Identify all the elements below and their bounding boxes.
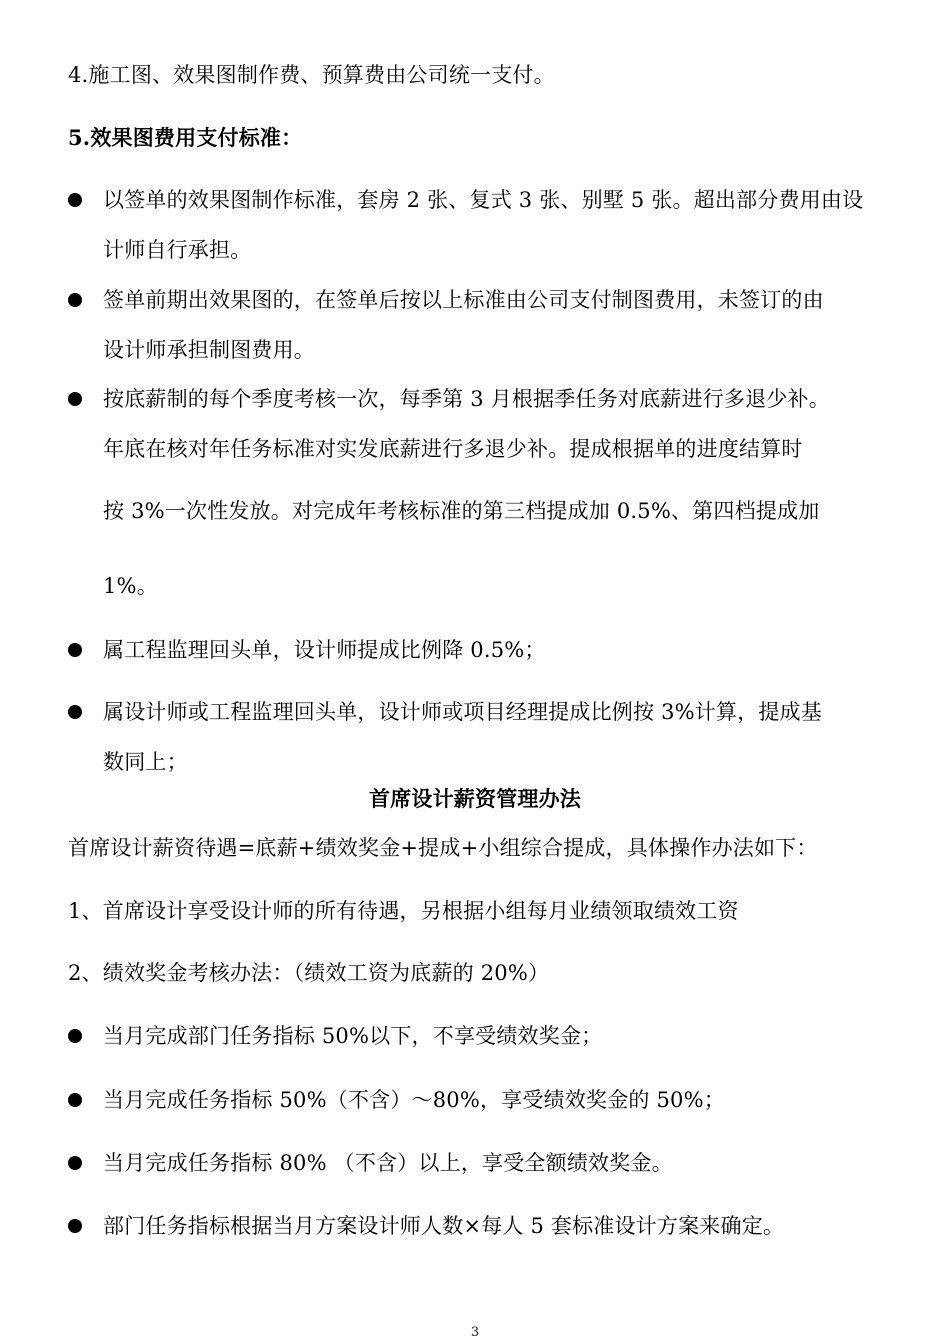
fees-bullet-1-line-1: 以签单的效果图制作标准，套房 2 张、复式 3 张、别墅 5 张。超出部分费用由设 — [103, 188, 864, 212]
chief-bullet-2: 当月完成任务指标 50%（不含）～80%，享受绩效奖金的 50%； — [103, 1088, 725, 1112]
chief-item-2: 2、绩效奖金考核办法：（绩效工资为底薪的 20%） — [68, 961, 550, 985]
bullet-icon — [68, 643, 82, 657]
fees-bullet-5-line-2: 数同上； — [103, 750, 188, 774]
fees-bullet-2-line-2: 设计师承担制图费用。 — [103, 338, 315, 362]
fees-bullet-5-line-1: 属设计师或工程监理回头单，设计师或项目经理提成比例按 3%计算，提成基 — [103, 700, 822, 724]
bullet-icon — [68, 1029, 82, 1043]
fees-bullet-1-line-2: 计师自行承担。 — [103, 238, 252, 262]
fees-bullet-3-line-4: 1%。 — [103, 574, 158, 598]
fees-bullet-3-line-1: 按底薪制的每个季度考核一次，每季第 3 月根据季任务对底薪进行多退少补。 — [103, 387, 830, 411]
fees-bullet-4-line-1: 属工程监理回头单，设计师提成比例降 0.5%； — [103, 638, 546, 662]
chief-bullet-4: 部门任务指标根据当月方案设计师人数×每人 5 套标准设计方案来确定。 — [103, 1214, 785, 1238]
item-4-text: 4.施工图、效果图制作费、预算费由公司统一支付。 — [68, 63, 555, 87]
chief-intro: 首席设计薪资待遇=底薪+绩效奖金+提成+小组综合提成，具体操作办法如下： — [68, 836, 818, 860]
bullet-icon — [68, 1156, 82, 1170]
fees-bullet-3-line-2: 年底在核对年任务标准对实发底薪进行多退少补。提成根据单的进度结算时 — [103, 437, 803, 461]
fees-bullet-3-line-3: 按 3%一次性发放。对完成年考核标准的第三档提成加 0.5%、第四档提成加 — [103, 499, 820, 523]
bullet-icon — [68, 193, 82, 207]
bullet-icon — [68, 1219, 82, 1233]
bullet-icon — [68, 392, 82, 406]
page-number: 3 — [470, 1325, 480, 1340]
fees-bullet-2-line-1: 签单前期出效果图的，在签单后按以上标准由公司支付制图费用，未签订的由 — [103, 288, 824, 312]
chief-item-1: 1、首席设计享受设计师的所有待遇，另根据小组每月业绩领取绩效工资 — [68, 899, 739, 923]
chief-bullet-3: 当月完成任务指标 80% （不含）以上，享受全额绩效奖金。 — [103, 1151, 673, 1175]
chief-bullet-1: 当月完成部门任务指标 50%以下，不享受绩效奖金； — [103, 1024, 603, 1048]
bullet-icon — [68, 1093, 82, 1107]
bullet-icon — [68, 293, 82, 307]
bullet-icon — [68, 705, 82, 719]
chief-section-title: 首席设计薪资管理办法 — [369, 786, 581, 811]
heading-5: 5.效果图费用支付标准： — [68, 125, 303, 150]
